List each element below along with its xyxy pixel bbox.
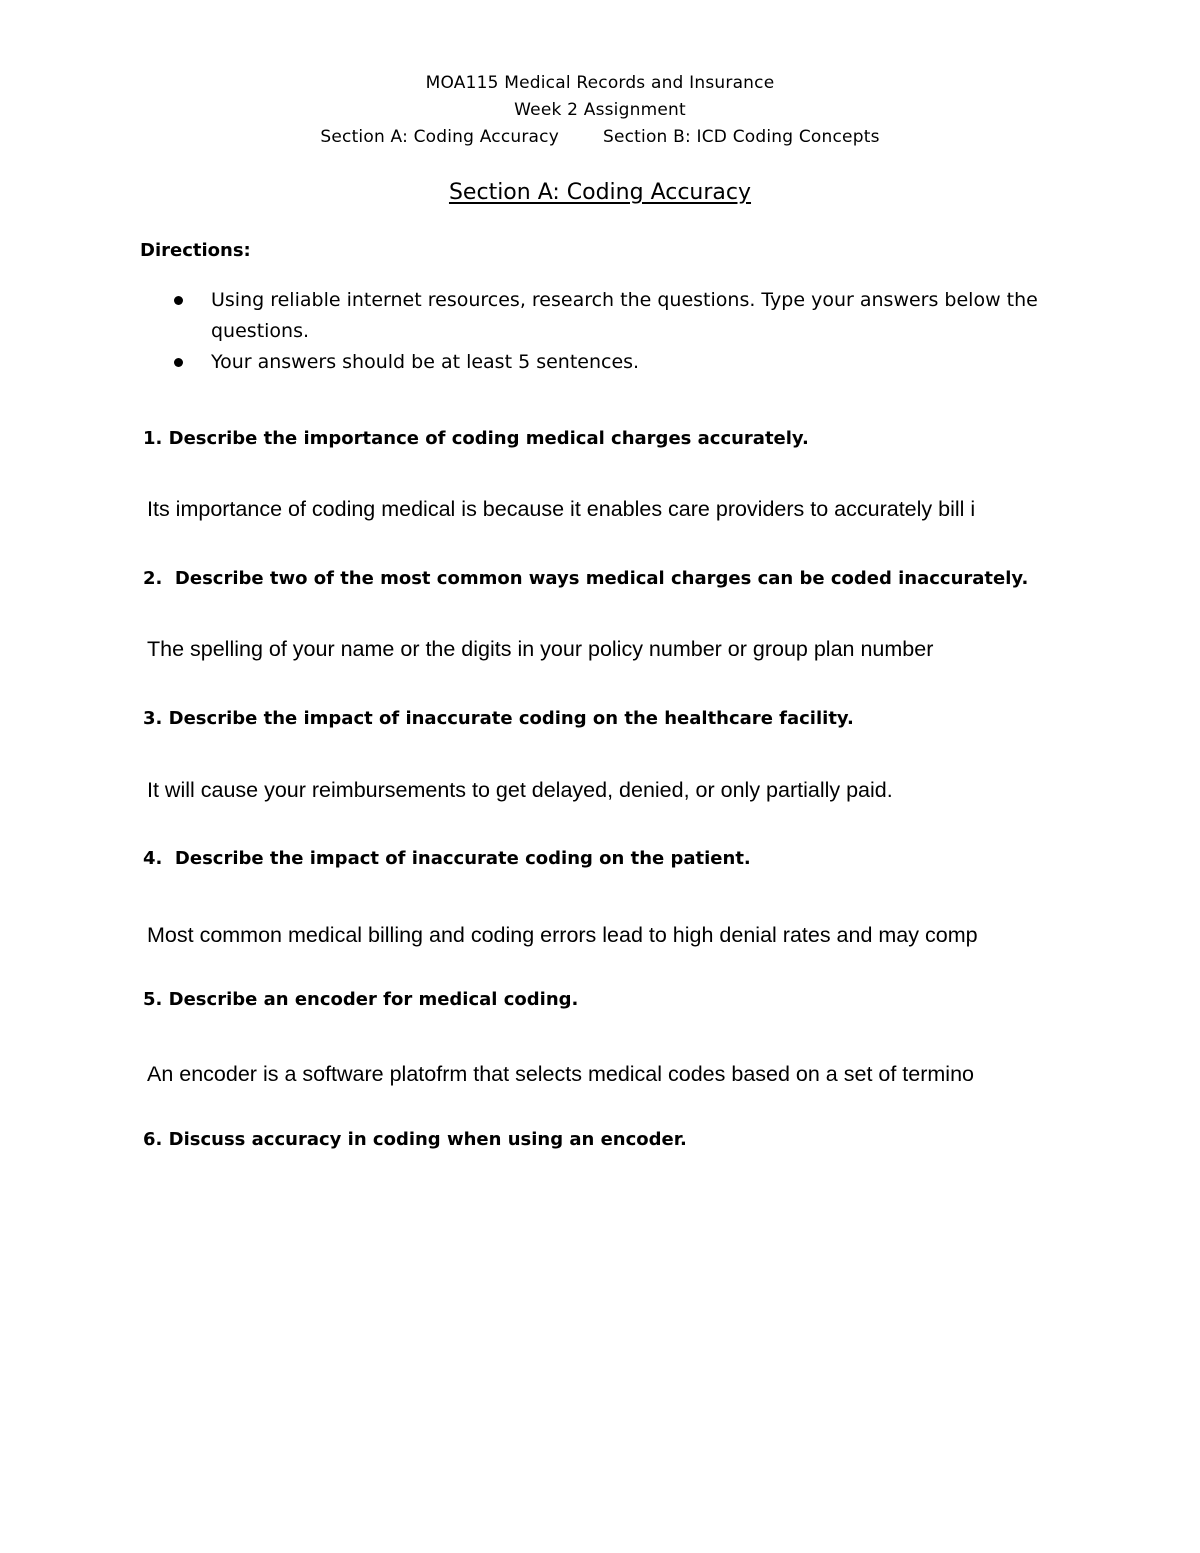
- bullet-icon: [174, 296, 183, 305]
- bullet-icon: [174, 358, 183, 367]
- answer-5: An encoder is a software platofrm that selects medical codes based on a set of termino: [147, 1062, 974, 1086]
- question-4: [143, 848, 751, 869]
- section-b-label: Section B: ICD Coding Concepts: [602, 127, 880, 147]
- section-list: [0, 127, 1200, 147]
- question-number: 3.: [143, 708, 163, 729]
- bullet-text: Using reliable internet resources, research the questions. Type your answers below the questions.: [211, 289, 1038, 342]
- directions-label: Directions:: [140, 240, 251, 261]
- question-2: [143, 568, 1028, 589]
- question-1: [143, 428, 809, 449]
- question-number: 4.: [143, 848, 163, 869]
- question-3: [143, 708, 854, 729]
- question-number: 2.: [143, 568, 163, 589]
- answer-4: Most common medical billing and coding errors lead to high denial rates and may comp: [147, 923, 978, 947]
- question-text: Describe the impact of inaccurate coding on the patient.: [174, 848, 751, 869]
- bullet-text: Your answers should be at least 5 sentences.: [211, 351, 640, 373]
- directions-list: [140, 285, 1060, 378]
- answer-3: It will cause your reimbursements to get delayed, denied, or only partially paid.: [147, 778, 893, 802]
- answer-1: Its importance of coding medical is because it enables care providers to accurately bill i: [147, 497, 976, 521]
- question-text: Discuss accuracy in coding when using an encoder.: [168, 1129, 687, 1150]
- question-number: 1.: [143, 428, 163, 449]
- section-title: Section A: Coding Accuracy: [448, 180, 752, 205]
- question-text: Describe the impact of inaccurate coding on the healthcare facility.: [168, 708, 854, 729]
- question-text: Describe two of the most common ways medical charges can be coded inaccurately.: [174, 568, 1029, 589]
- list-item: [140, 285, 1060, 347]
- list-item: [140, 347, 1060, 378]
- question-number: 5.: [143, 989, 163, 1010]
- answer-2: The spelling of your name or the digits in your policy number or group plan number: [147, 637, 934, 661]
- question-text: Describe an encoder for medical coding.: [168, 989, 579, 1010]
- question-6: [143, 1129, 687, 1150]
- assignment-title: Week 2 Assignment: [514, 100, 686, 120]
- section-a-label: Section A: Coding Accuracy: [320, 127, 559, 147]
- course-title: MOA115 Medical Records and Insurance: [425, 73, 775, 93]
- question-number: 6.: [143, 1129, 163, 1150]
- question-text: Describe the importance of coding medical charges accurately.: [168, 428, 809, 449]
- question-5: [143, 989, 578, 1010]
